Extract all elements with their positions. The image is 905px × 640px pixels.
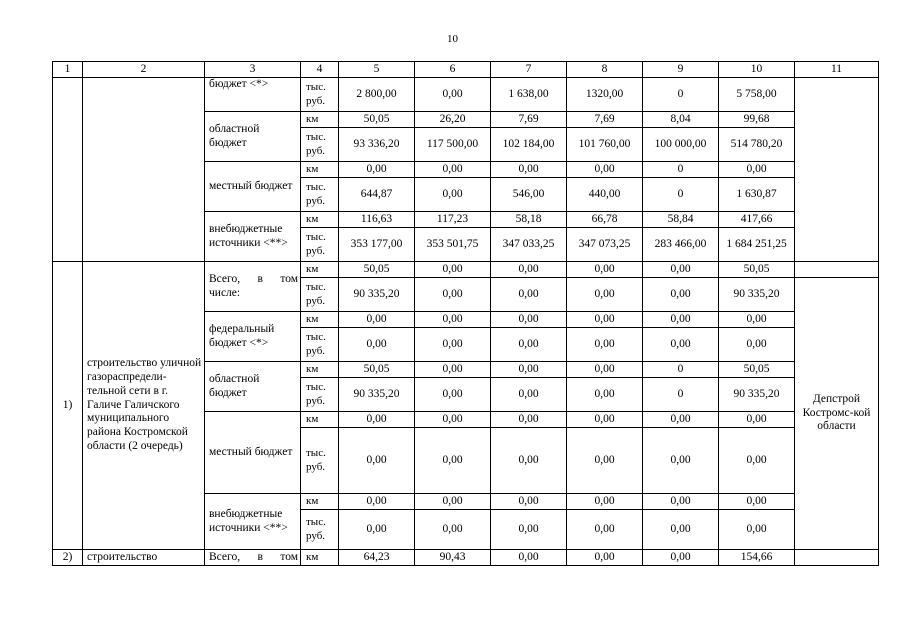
value-cell: 440,00 [567, 178, 643, 212]
value-cell: 0,00 [643, 262, 719, 278]
value-cell: 90 335,20 [339, 378, 415, 412]
source-label: бюджет <*> [205, 78, 301, 112]
value-cell: 0 [643, 178, 719, 212]
value-cell: 0,00 [491, 278, 567, 312]
value-cell: 26,20 [415, 112, 491, 128]
empty-cell [795, 262, 879, 278]
value-cell: 8,04 [643, 112, 719, 128]
header-cell: 7 [491, 62, 567, 78]
value-cell: 7,69 [491, 112, 567, 128]
value-cell: 0,00 [415, 78, 491, 112]
value-cell: 0 [643, 362, 719, 378]
source-label: внебюджетные источники <**> [205, 212, 301, 262]
header-cell: 2 [83, 62, 205, 78]
value-cell: 0,00 [415, 162, 491, 178]
source-label: Всего, в том числе: [205, 262, 301, 312]
value-cell: 0,00 [643, 278, 719, 312]
source-label: местный бюджет [205, 162, 301, 212]
value-cell: 283 466,00 [643, 228, 719, 262]
header-cell: 1 [53, 62, 83, 78]
value-cell: 0,00 [415, 262, 491, 278]
value-cell: 0,00 [415, 510, 491, 550]
value-cell: 0,00 [567, 362, 643, 378]
value-cell: 0,00 [567, 162, 643, 178]
value-cell: 1 630,87 [719, 178, 795, 212]
value-cell: 0,00 [567, 510, 643, 550]
source-label: Всего, в том [205, 550, 301, 566]
source-label: местный бюджет [205, 412, 301, 494]
value-cell: 0,00 [339, 494, 415, 510]
value-cell: 0,00 [643, 494, 719, 510]
value-cell: 117,23 [415, 212, 491, 228]
value-cell: 0,00 [643, 328, 719, 362]
unit-cell: км [301, 262, 339, 278]
header-cell: 6 [415, 62, 491, 78]
value-cell: 0,00 [339, 412, 415, 428]
value-cell: 0,00 [643, 550, 719, 566]
item-number: 1) [53, 262, 83, 550]
unit-cell: тыс. руб. [301, 178, 339, 212]
value-cell: 0,00 [491, 328, 567, 362]
unit-cell: км [301, 362, 339, 378]
table-row [53, 262, 879, 278]
value-cell: 0,00 [415, 178, 491, 212]
value-cell: 0,00 [491, 362, 567, 378]
value-cell: 0,00 [415, 428, 491, 494]
value-cell: 154,66 [719, 550, 795, 566]
value-cell: 116,63 [339, 212, 415, 228]
item-number: 2) [53, 550, 83, 566]
value-cell: 0,00 [339, 428, 415, 494]
value-cell: 66,78 [567, 212, 643, 228]
header-cell: 3 [205, 62, 301, 78]
table-row [53, 78, 879, 112]
unit-cell: км [301, 112, 339, 128]
value-cell: 0,00 [719, 312, 795, 328]
source-label: федеральный бюджет <*> [205, 312, 301, 362]
executor-cell: Депстрой Костромс-кой области [795, 278, 879, 550]
value-cell: 117 500,00 [415, 128, 491, 162]
unit-cell: тыс. руб. [301, 78, 339, 112]
source-label: областной бюджет [205, 112, 301, 162]
value-cell: 0,00 [415, 328, 491, 362]
value-cell: 64,23 [339, 550, 415, 566]
value-cell: 0,00 [491, 550, 567, 566]
header-cell: 4 [301, 62, 339, 78]
value-cell: 353 501,75 [415, 228, 491, 262]
value-cell: 546,00 [491, 178, 567, 212]
value-cell: 0,00 [491, 312, 567, 328]
value-cell: 347 033,25 [491, 228, 567, 262]
unit-cell: тыс. руб. [301, 510, 339, 550]
value-cell: 50,05 [339, 262, 415, 278]
value-cell: 0,00 [567, 278, 643, 312]
value-cell: 102 184,00 [491, 128, 567, 162]
value-cell: 58,84 [643, 212, 719, 228]
value-cell: 0,00 [719, 328, 795, 362]
item-name: строительство уличной газораспредели-тельной сети в г. Галиче Галичского муниципального района Костромской области (2 очередь) [83, 262, 205, 550]
value-cell: 99,68 [719, 112, 795, 128]
unit-cell: тыс. руб. [301, 228, 339, 262]
value-cell: 0,00 [339, 328, 415, 362]
table-row [53, 550, 879, 566]
value-cell: 0 [643, 162, 719, 178]
unit-cell: км [301, 412, 339, 428]
value-cell: 0,00 [567, 312, 643, 328]
source-label: областной бюджет [205, 362, 301, 412]
page-number: 10 [447, 33, 458, 45]
header-cell: 10 [719, 62, 795, 78]
source-label: внебюджетные источники <**> [205, 494, 301, 550]
value-cell: 0,00 [643, 312, 719, 328]
value-cell: 90 335,20 [719, 378, 795, 412]
value-cell: 0,00 [567, 428, 643, 494]
value-cell: 644,87 [339, 178, 415, 212]
value-cell: 93 336,20 [339, 128, 415, 162]
unit-cell: тыс. руб. [301, 328, 339, 362]
value-cell: 0,00 [567, 378, 643, 412]
name-cell [83, 78, 205, 262]
value-cell: 90 335,20 [719, 278, 795, 312]
value-cell: 0,00 [719, 510, 795, 550]
value-cell: 50,05 [339, 362, 415, 378]
unit-cell: км [301, 212, 339, 228]
value-cell: 0,00 [339, 312, 415, 328]
value-cell: 0,00 [339, 510, 415, 550]
unit-cell: тыс. руб. [301, 428, 339, 494]
value-cell: 100 000,00 [643, 128, 719, 162]
value-cell: 90 335,20 [339, 278, 415, 312]
value-cell: 0,00 [643, 412, 719, 428]
value-cell: 50,05 [339, 112, 415, 128]
value-cell: 0,00 [415, 362, 491, 378]
value-cell: 1 684 251,25 [719, 228, 795, 262]
value-cell: 0,00 [491, 412, 567, 428]
value-cell: 0,00 [643, 428, 719, 494]
value-cell: 0,00 [567, 328, 643, 362]
header-cell: 9 [643, 62, 719, 78]
unit-cell: тыс. руб. [301, 378, 339, 412]
value-cell: 90,43 [415, 550, 491, 566]
value-cell: 0,00 [719, 162, 795, 178]
value-cell: 0,00 [491, 162, 567, 178]
value-cell: 58,18 [491, 212, 567, 228]
value-cell: 7,69 [567, 112, 643, 128]
unit-cell: тыс. руб. [301, 278, 339, 312]
value-cell: 0,00 [415, 278, 491, 312]
value-cell: 0,00 [719, 494, 795, 510]
value-cell: 50,05 [719, 262, 795, 278]
value-cell: 5 758,00 [719, 78, 795, 112]
value-cell: 1 638,00 [491, 78, 567, 112]
value-cell: 0,00 [415, 312, 491, 328]
value-cell: 101 760,00 [567, 128, 643, 162]
header-row [53, 62, 879, 78]
value-cell: 0 [643, 78, 719, 112]
unit-cell: км [301, 494, 339, 510]
value-cell: 0 [643, 378, 719, 412]
value-cell: 353 177,00 [339, 228, 415, 262]
executor-cell [795, 78, 879, 262]
value-cell: 0,00 [339, 162, 415, 178]
header-cell: 8 [567, 62, 643, 78]
value-cell: 50,05 [719, 362, 795, 378]
num-cell [53, 78, 83, 262]
empty-cell [795, 550, 879, 566]
value-cell: 0,00 [719, 428, 795, 494]
unit-cell: тыс. руб. [301, 128, 339, 162]
value-cell: 2 800,00 [339, 78, 415, 112]
value-cell: 0,00 [567, 412, 643, 428]
value-cell: 0,00 [491, 378, 567, 412]
value-cell: 0,00 [415, 412, 491, 428]
value-cell: 0,00 [567, 262, 643, 278]
value-cell: 0,00 [491, 428, 567, 494]
value-cell: 0,00 [567, 550, 643, 566]
unit-cell: км [301, 162, 339, 178]
value-cell: 0,00 [415, 378, 491, 412]
unit-cell: км [301, 550, 339, 566]
item-name: строительство [83, 550, 205, 566]
value-cell: 0,00 [491, 494, 567, 510]
value-cell: 0,00 [567, 494, 643, 510]
value-cell: 417,66 [719, 212, 795, 228]
value-cell: 0,00 [643, 510, 719, 550]
header-cell: 5 [339, 62, 415, 78]
header-cell: 11 [795, 62, 879, 78]
program-table [52, 61, 879, 566]
value-cell: 0,00 [415, 494, 491, 510]
value-cell: 347 073,25 [567, 228, 643, 262]
value-cell: 0,00 [719, 412, 795, 428]
value-cell: 514 780,20 [719, 128, 795, 162]
unit-cell: км [301, 312, 339, 328]
value-cell: 0,00 [491, 510, 567, 550]
value-cell: 1320,00 [567, 78, 643, 112]
value-cell: 0,00 [491, 262, 567, 278]
